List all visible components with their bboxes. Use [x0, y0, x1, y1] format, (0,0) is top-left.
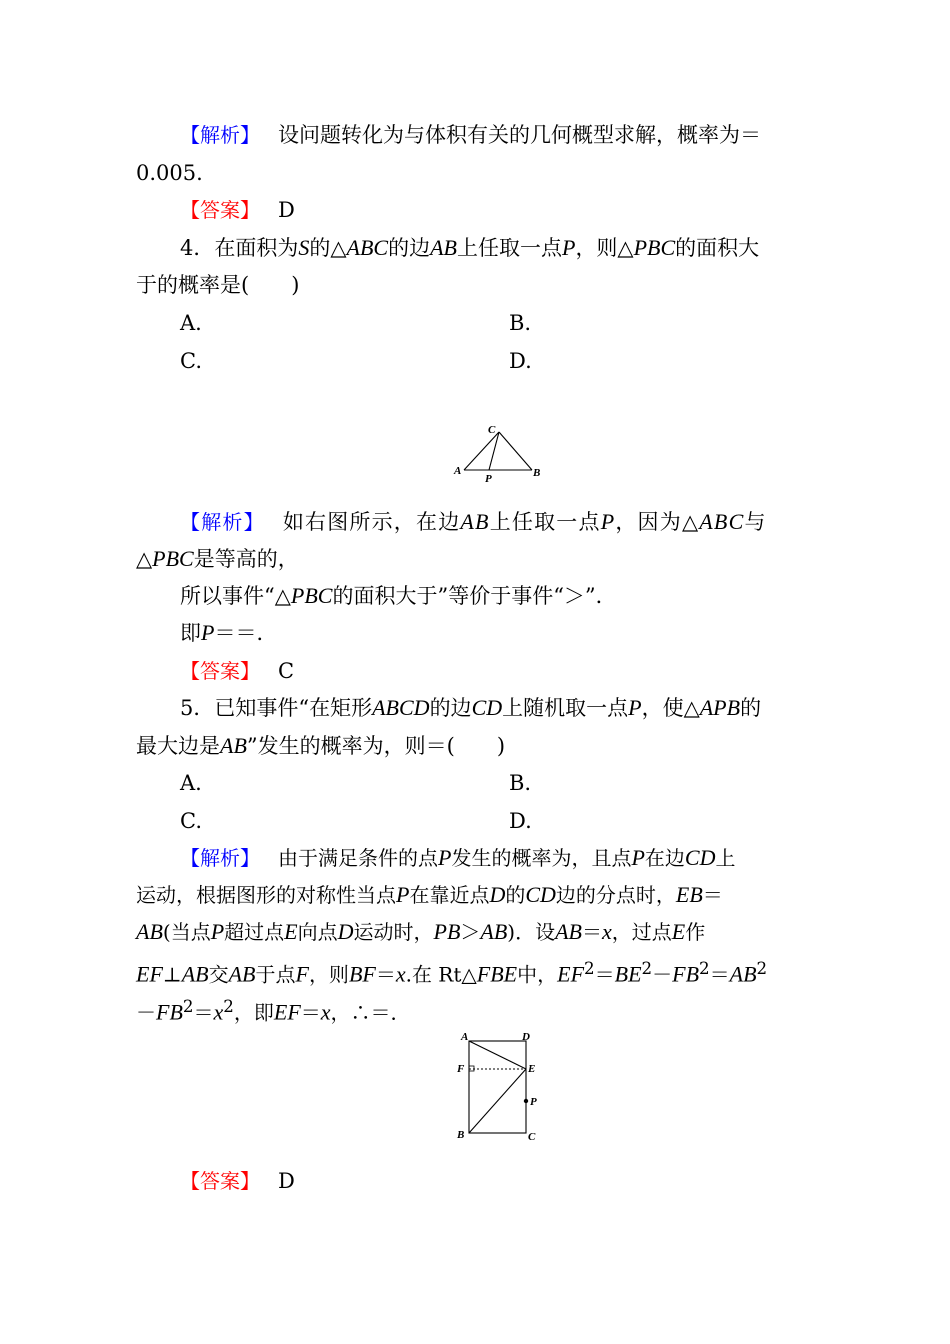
text: 的面积大于”等价于事件“＞”． [332, 584, 617, 608]
text: 在边 [644, 846, 685, 870]
text: ＝ [594, 962, 615, 987]
label-B: B [533, 467, 541, 479]
text: 的 [505, 883, 526, 907]
var-ABC: ABC [699, 509, 745, 534]
var-AB: AB [228, 961, 256, 987]
text: 上任取一点 [456, 236, 562, 260]
text: 与 [744, 510, 767, 534]
text: )．设 [507, 920, 556, 944]
text: ＞ [460, 920, 481, 944]
var-x: x [395, 961, 406, 987]
var-FB: FB [156, 999, 183, 1025]
var-EF: EF [273, 999, 301, 1025]
q5-analysis-line3 [136, 917, 705, 947]
text: 运动时， [353, 920, 434, 944]
text: 发生的概率为，且点 [451, 846, 632, 870]
var-E: E [284, 919, 298, 944]
answer-tag: 【答案】 [180, 1169, 260, 1193]
var-CD: CD [471, 695, 503, 720]
q3-answer: D [278, 198, 295, 222]
text: 所以事件“△ [180, 584, 291, 608]
text: 上随机取一点 [502, 696, 629, 720]
var-EF: EF [557, 961, 585, 987]
var-AB: AB [480, 919, 508, 944]
text: ”发生的概率为，则＝( ) [246, 734, 506, 758]
q5-answer-line [180, 1166, 295, 1196]
var-EF: EF [136, 961, 163, 987]
var-PB: PB [433, 919, 461, 944]
text: .在 Rt△ [405, 962, 477, 987]
text: 的△ [309, 236, 347, 260]
superscript: 2 [756, 959, 768, 978]
q3-answer-line [180, 195, 295, 225]
q5-answer: D [278, 1169, 295, 1193]
var-PBC: PBC [152, 546, 194, 571]
label-D: D [522, 1031, 530, 1043]
q4-stem-line1 [180, 233, 759, 263]
label-A: A [454, 465, 462, 477]
var-BE: BE [614, 961, 642, 987]
point-P [524, 1099, 528, 1103]
q5-option-d: D. [509, 809, 532, 833]
label-C: C [488, 424, 496, 436]
var-AB: AB [460, 509, 490, 534]
q4-answer: C [278, 659, 295, 683]
q5-analysis-line4 [136, 954, 767, 990]
text: 最大边是 [136, 734, 220, 758]
text: 的边 [429, 696, 472, 720]
var-x: x [213, 999, 224, 1025]
var-P: P [210, 919, 225, 944]
text: 上任取一点 [489, 510, 601, 534]
text: ⊥ [162, 962, 182, 987]
text: ，即 [233, 1000, 274, 1025]
text: 上 [715, 846, 736, 870]
var-x: x [601, 919, 612, 944]
var-P: P [631, 845, 645, 870]
q5-stem-line1 [180, 693, 761, 723]
text: － [136, 1000, 156, 1025]
text: ＝ [300, 1000, 321, 1025]
text: 即 [180, 621, 201, 645]
var-BF: BF [348, 961, 376, 987]
text: ，∴＝． [330, 1000, 411, 1025]
label-A: A [461, 1031, 469, 1043]
text: 向点 [297, 920, 338, 944]
label-B: B [457, 1129, 465, 1141]
text: ＝＝． [214, 621, 278, 645]
q4-analysis-line2 [136, 544, 299, 574]
var-CD: CD [684, 845, 716, 870]
q4-option-b: B. [509, 311, 532, 335]
var-D: D [337, 919, 354, 944]
superscript: 2 [584, 959, 595, 978]
q4-option-d: D. [509, 349, 532, 373]
label-C: C [528, 1131, 536, 1143]
q5-option-c: C. [180, 809, 202, 833]
label-P: P [485, 473, 492, 485]
q5-analysis-line2 [136, 880, 723, 910]
q5-analysis-line1 [180, 843, 735, 873]
text: 是等高的， [193, 547, 299, 571]
var-APB: APB [699, 695, 741, 720]
var-FB: FB [672, 961, 700, 987]
var-ABC: ABC [346, 235, 389, 260]
var-AB: AB [430, 235, 457, 260]
var-P: P [396, 882, 410, 907]
text: ＝ [709, 962, 730, 987]
var-P: P [628, 695, 642, 720]
q4-analysis-line1 [180, 507, 767, 537]
q4-number: 4．在面积为 [180, 236, 299, 260]
text: ＝ [375, 962, 396, 987]
right-angle-mark [469, 1066, 474, 1071]
var-FBE: FBE [476, 961, 518, 987]
text: ，因为△ [615, 510, 700, 534]
var-AB: AB [555, 919, 582, 944]
q4-analysis-line4 [180, 618, 277, 648]
q5-stem-line2 [136, 731, 505, 761]
text: ，则 [308, 962, 349, 987]
q5-number: 5．已知事件“在矩形 [180, 696, 373, 720]
rectangle-figure [448, 1028, 548, 1146]
var-F: F [295, 961, 309, 987]
text: ＝ [702, 883, 723, 907]
q4-option-a: A. [180, 311, 202, 335]
q3-analysis-line2: 0.005. [136, 161, 203, 185]
answer-tag: 【答案】 [180, 198, 260, 222]
segment-BE [469, 1069, 526, 1133]
analysis-tag: 【解析】 [180, 846, 260, 870]
var-AB: AB [220, 733, 247, 758]
var-P: P [561, 235, 576, 260]
var-D: D [489, 882, 506, 907]
q4-analysis-line3 [180, 581, 617, 611]
analysis-tag: 【解析】 [180, 123, 260, 147]
var-P: P [438, 845, 452, 870]
var-PBC: PBC [633, 235, 676, 260]
text: 超过点 [224, 920, 285, 944]
text: － [652, 962, 673, 987]
text: 的 [740, 696, 762, 720]
text: ＝ [581, 920, 602, 944]
answer-tag: 【答案】 [180, 659, 260, 683]
superscript: 2 [182, 997, 194, 1016]
label-P: P [530, 1096, 537, 1108]
text: 在靠近点 [409, 883, 490, 907]
text: ，使△ [641, 696, 700, 720]
label-F: F [457, 1063, 465, 1075]
segment-CB [499, 432, 532, 470]
label-E: E [528, 1063, 536, 1075]
text: 边的分点时， [555, 883, 676, 907]
text: 的面积大 [675, 236, 760, 260]
var-S: S [298, 235, 310, 260]
var-CD: CD [525, 882, 556, 907]
var-P: P [600, 509, 616, 534]
q3-analysis-line1 [180, 120, 761, 150]
text: 作 [685, 920, 706, 944]
triangle-figure [450, 420, 550, 488]
text: ，过点 [611, 920, 672, 944]
var-P: P [201, 620, 215, 645]
var-AB: AB [729, 961, 757, 987]
var-E: E [671, 919, 686, 944]
text: 的边 [388, 236, 431, 260]
q4-answer-line [180, 656, 294, 686]
text: 交 [208, 962, 229, 987]
q5-option-a: A. [180, 771, 202, 795]
q4-stem-line2: 于的概率是( ) [136, 273, 300, 297]
analysis-tag: 【解析】 [180, 510, 265, 534]
text: 运动，根据图形的对称性当点 [136, 883, 396, 907]
superscript: 2 [641, 959, 653, 978]
superscript: 2 [699, 959, 710, 978]
var-PBC: PBC [290, 583, 333, 608]
q5-option-b: B. [509, 771, 532, 795]
var-x: x [320, 999, 331, 1025]
text: 由于满足条件的点 [278, 846, 438, 870]
text: 于点 [255, 962, 296, 987]
text: ，则△ [575, 236, 634, 260]
segment-AE [469, 1041, 526, 1069]
text: 中， [517, 962, 558, 987]
var-EB: EB [675, 882, 703, 907]
q4-option-c: C. [180, 349, 202, 373]
q3-analysis-text: 设问题转化为与体积有关的几何概型求解，概率为＝ [278, 123, 761, 147]
var-AB: AB [136, 919, 163, 944]
var-ABCD: ABCD [372, 695, 430, 720]
text: △ [136, 547, 153, 571]
text: (当点 [162, 920, 211, 944]
var-AB: AB [181, 961, 209, 987]
q5-analysis-line5 [136, 992, 411, 1028]
text: 如右图所示，在边 [282, 510, 461, 534]
superscript: 2 [223, 997, 234, 1016]
text: ＝ [193, 1000, 214, 1025]
